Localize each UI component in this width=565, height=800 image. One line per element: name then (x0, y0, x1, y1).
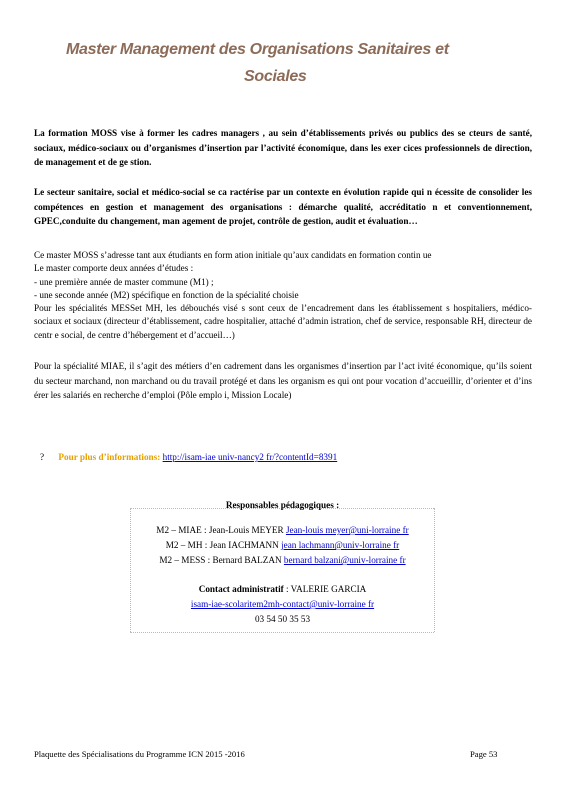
program-paragraph (34, 249, 532, 342)
contact-name: : VALERIE GARCIA (285, 584, 367, 594)
contact-email-line (0, 599, 565, 609)
responsable-row (0, 540, 565, 550)
responsables-title: Responsables pédagogiques : (225, 500, 340, 510)
info-link[interactable]: http://isam-iae univ-nancy2 fr/?contentId=8391 (162, 452, 338, 462)
sector-paragraph: Le secteur sanitaire, social et médico-social se ca ractérise par un contexte en évolution rapide qui n écessite de consolider les compétences en gestion et management des organisations : démarche qualité, accréditatio n et conventionnement, GPEC,conduite du changement, man agement de projet, contrôle de gestion, audit et évaluation… (34, 187, 532, 227)
responsable-email[interactable]: jean lachmann@univ-lorraine fr (281, 540, 400, 550)
responsable-row (0, 525, 565, 535)
page-title (0, 36, 565, 90)
responsable-row (0, 555, 565, 565)
responsable-role: M2 – MESS : Bernard BALZAN (159, 555, 282, 565)
contact-line (0, 584, 565, 594)
title-line-1: Master Management des Organisations Sanitaires et (66, 41, 449, 58)
careers-miae-paragraph: Pour la spécialité MIAE, il s’agit des métiers d’en cadrement dans les organismes d’insertion par l’act ivité économique, qu’ils soient du secteur marchand, non marchand ou du travail protégé et dans les organism es qui ont pour vocation d’accueillir, d’orienter et d’ins érer les salariés en recherche d’emploi (Pôle emplo i, Mission Locale) (34, 361, 532, 401)
contact-label: Contact administratif (198, 584, 284, 594)
info-line (40, 452, 337, 462)
program-line: - une seconde année (M2) spécifique en fonction de la spécialité choisie (34, 289, 299, 300)
responsable-role: M2 – MH : Jean IACHMANN (165, 540, 279, 550)
page-number: Page 53 (470, 749, 498, 759)
contact-phone: 03 54 50 35 53 (254, 614, 311, 624)
responsable-role: M2 – MIAE : Jean-Louis MEYER (156, 525, 284, 535)
program-line: Ce master MOSS s’adresse tant aux étudiants en form ation initiale qu’aux candidats en formation contin ue (34, 250, 432, 260)
program-line: Le master comporte deux années d’études : (34, 263, 194, 274)
footer-left: Plaquette des Spécialisations du Programme ICN 2015 -2016 (34, 749, 245, 759)
program-line: - une première année de master commune (M1) ; (34, 276, 214, 287)
careers-mess-mh: Pour les spécialités MESSet MH, les débouchés visé s sont ceux de l’encadrement dans les établissement s hospitaliers, médico-sociaux et sociaux (directeur d’établissement, cadre hospitalier, attaché d’admin istration, chef de service, responsable RH, directeur de centr e social, de centre d’hébergement et d’accueil…) (34, 303, 532, 340)
info-label: Pour plus d’informations: (58, 452, 161, 462)
responsable-email[interactable]: Jean-louis meyer@uni-lorraine fr (285, 525, 409, 535)
contact-email[interactable]: isam-iae-scolaritem2mh-contact@univ-lorraine fr (190, 599, 375, 609)
responsable-email[interactable]: bernard balzani@univ-lorraine fr (283, 555, 406, 565)
title-line-2: Sociales (244, 68, 307, 85)
box-bottom-border (130, 632, 434, 633)
bullet-icon: ? (40, 452, 45, 462)
intro-paragraph: La formation MOSS vise à former les cadres managers , au sein d’établissements privés ou publics des se cteurs de santé, sociaux, médico-sociaux ou d’organismes d’insertion par l’activité économique, dans les exer cices professionnels de direction, de management et de ge stion. (34, 128, 532, 168)
